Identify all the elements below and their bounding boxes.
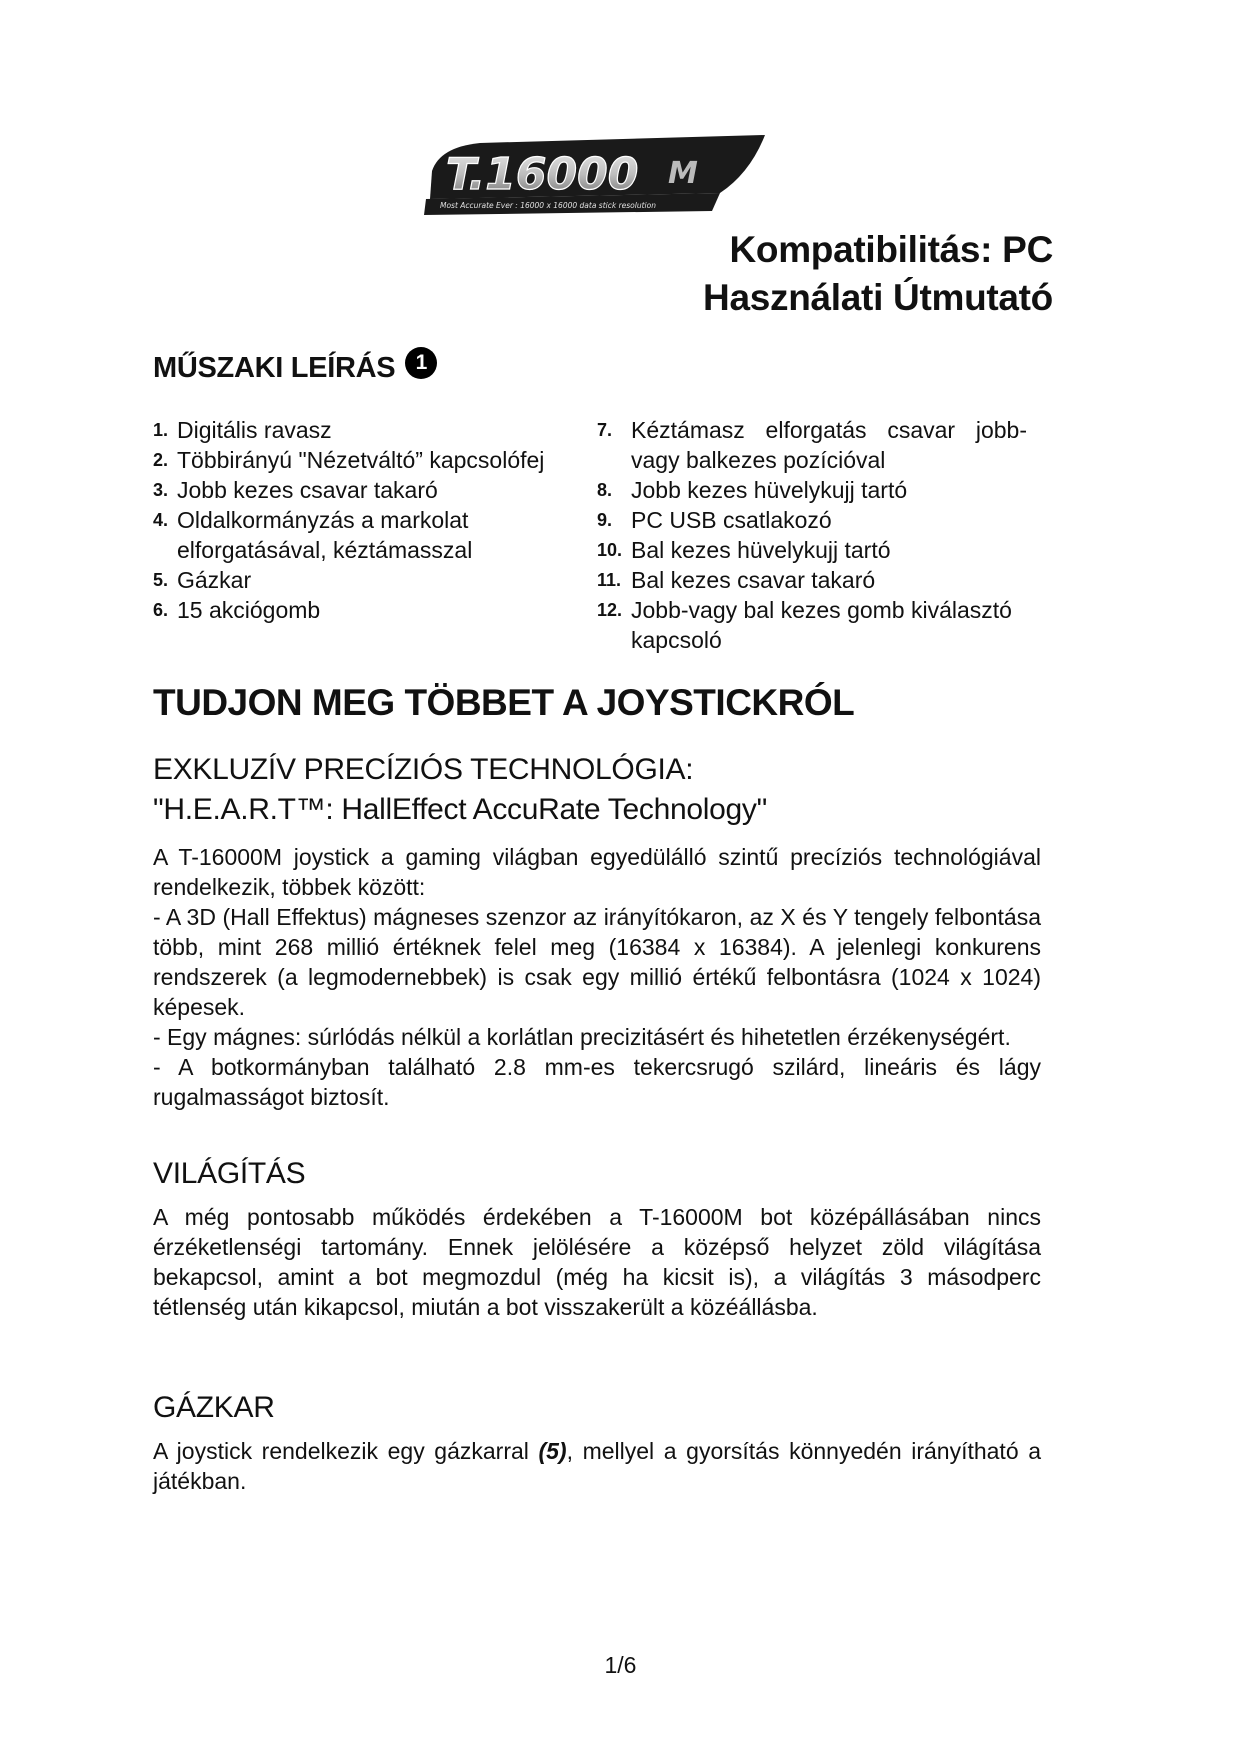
- tech-bullet-1: - A 3D (Hall Effektus) mágneses szenzor az irányítókaron, az X és Y tengely felbontása több, mint 268 millió értéknek felel meg (16384 x 16384). A jelenlegi konkurens rendszerek (a legmodernebbek) is csak egy millió értékű felbontásra (1024 x 1024) képesek.: [153, 904, 1041, 1020]
- list-item: [597, 535, 1027, 565]
- item-text: Oldalkormányzás a markolat elforgatásával, kéztámasszal: [177, 507, 473, 563]
- item-text: Bal kezes hüvelykujj tartó: [631, 537, 891, 563]
- throttle-text-end: , mellyel a gyorsítás könnyedén irányítható a játékban.: [153, 1438, 1041, 1494]
- lighting-paragraph: [153, 1202, 1041, 1322]
- item-text: PC USB csatlakozó: [631, 507, 832, 533]
- item-number: 2.: [153, 450, 169, 470]
- list-item: [153, 415, 553, 445]
- item-number: 5.: [153, 570, 169, 590]
- list-item: [597, 475, 1027, 505]
- list-item: [597, 415, 1027, 475]
- specs-list-left: [153, 415, 553, 625]
- throttle-paragraph: [153, 1436, 1041, 1496]
- tech-bullet-3: - A botkormányban található 2.8 mm-es tekercsrugó szilárd, lineáris és lágy rugalmasságot biztosít.: [153, 1054, 1041, 1110]
- throttle-reference: (5): [538, 1438, 567, 1464]
- item-text: Jobb kezes hüvelykujj tartó: [631, 477, 908, 503]
- item-number: 11.: [597, 570, 622, 590]
- tech-paragraph: [153, 842, 1041, 1112]
- throttle-text-start: A joystick rendelkezik egy gázkarral: [153, 1438, 539, 1464]
- svg-text:T.16000: T.16000: [446, 149, 639, 200]
- manual-title: Használati Útmutató: [703, 277, 1053, 318]
- item-number: 6.: [153, 600, 169, 620]
- list-item: [153, 565, 553, 595]
- tech-bullet-2: - Egy mágnes: súrlódás nélkül a korlátlan precizitásért és hihetetlen érzékenységért.: [153, 1024, 1011, 1050]
- item-text: Bal kezes csavar takaró: [631, 567, 876, 593]
- lighting-heading: VILÁGÍTÁS: [153, 1157, 306, 1190]
- list-item: [597, 595, 1027, 655]
- tech-heading: [153, 750, 767, 830]
- compatibility-line: Kompatibilitás: PC: [729, 229, 1053, 270]
- item-text: Jobb kezes csavar takaró: [177, 477, 438, 503]
- item-text: Kéztámasz elforgatás csavar jobb-vagy balkezes pozícióval: [631, 417, 1027, 473]
- lighting-text: A még pontosabb működés érdekében a T-16000M bot középállásában nincs érzéketlenségi tartomány. Ennek jelölésére a középső helyzet zöld világítása bekapcsol, amint a bot megmozdul (még ha kicsit is), a világítás 3 másodperc tétlenség után kikapcsol, miután a bot visszakerült a közéállásba.: [153, 1204, 1041, 1320]
- list-item: [153, 445, 553, 475]
- list-item: [153, 475, 553, 505]
- main-heading: TUDJON MEG TÖBBET A JOYSTICKRÓL: [153, 682, 855, 723]
- tech-heading-line-1: EXKLUZÍV PRECÍZIÓS TECHNOLÓGIA:: [153, 753, 694, 786]
- specs-heading: [153, 352, 437, 385]
- tech-intro: A T-16000M joystick a gaming világban egyedülálló szintű precíziós technológiával rendelkezik, többek között:: [153, 844, 1041, 900]
- throttle-heading: GÁZKAR: [153, 1391, 275, 1424]
- header-block: [703, 226, 1053, 322]
- item-text: Többirányú "Nézetváltó” kapcsolófej: [177, 447, 545, 473]
- item-number: 7.: [597, 420, 613, 440]
- svg-text:M: M: [668, 156, 698, 191]
- list-item: [153, 505, 553, 565]
- list-item: [597, 505, 1027, 535]
- svg-text:Most Accurate Ever : 16000 x 1: Most Accurate Ever : 16000 x 16000 data stick resolution: [440, 201, 656, 210]
- item-text: 15 akciógomb: [177, 597, 321, 623]
- item-number: 9.: [597, 510, 613, 530]
- specs-list-right: [597, 415, 1027, 655]
- list-item: [153, 595, 553, 625]
- item-text: Digitális ravasz: [177, 417, 332, 443]
- page-number: 1/6: [604, 1652, 637, 1678]
- item-number: 12.: [597, 600, 623, 620]
- item-number: 3.: [153, 480, 169, 500]
- section-number-badge: 1: [405, 347, 437, 379]
- item-text: Gázkar: [177, 567, 252, 593]
- item-number: 10.: [597, 540, 623, 560]
- t16000m-logo: [420, 133, 780, 233]
- item-number: 4.: [153, 510, 169, 530]
- item-number: 8.: [597, 480, 613, 500]
- list-item: [597, 565, 1027, 595]
- tech-heading-line-2: "H.E.A.R.T™: HallEffect AccuRate Technology": [153, 793, 767, 826]
- item-number: 1.: [153, 420, 169, 440]
- specs-title: MŰSZAKI LEÍRÁS: [153, 352, 396, 384]
- item-text: Jobb-vagy bal kezes gomb kiválasztó kapcsoló: [631, 597, 1012, 653]
